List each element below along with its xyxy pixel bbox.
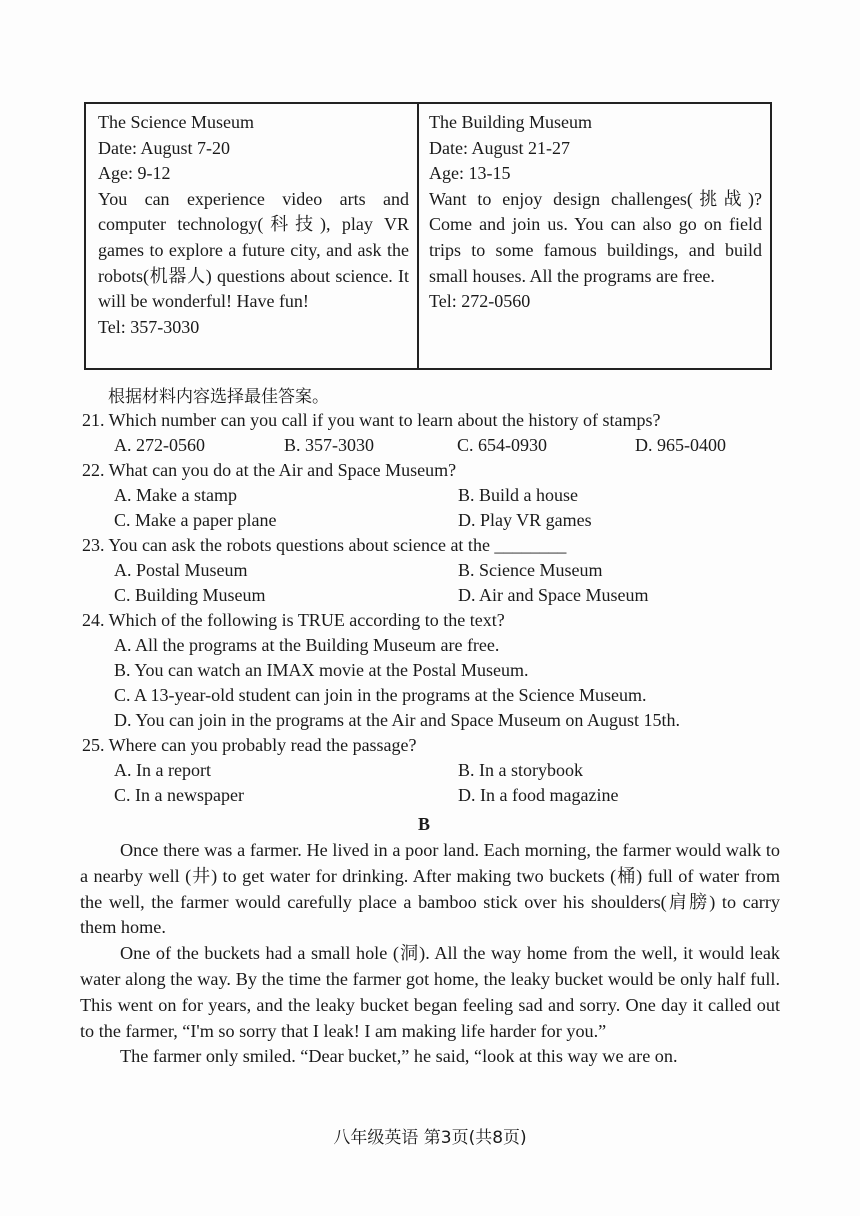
question-stem: 25. Where can you probably read the passage? [82, 735, 417, 755]
passage-paragraph-1: Once there was a farmer. He lived in a poor land. Each morning, the farmer would walk to a nearby well (井) to get water for drinking. After making two buckets (桶) full of water from the well, the farmer would carefully place a bamboo stick over his shoulders(肩膀) to carry them home. [80, 840, 780, 938]
option-a[interactable]: A. Make a stamp [114, 485, 237, 505]
question-stem: 24. Which of the following is TRUE according to the text? [82, 610, 505, 630]
question-25-options-row2 [82, 785, 782, 810]
passage-paragraph-2: One of the buckets had a small hole (洞). All the way home from the well, it would leak water along the way. By the time the farmer got home, the leaky bucket would be only half full. This went on for years, and the leaky bucket began feeling sad and sorry. One day it called out to the farmer, “I'm so sorry that I leak! I am making life harder for you.” [80, 943, 780, 1041]
building-museum-title: The Building Museum [429, 112, 592, 132]
option-c[interactable]: C. A 13-year-old student can join in the programs at the Science Museum. [114, 685, 647, 705]
science-museum-body: You can experience video arts and computer technology(科技), play VR games to explore a future city, and ask the robots(机器人) questions about science. It will be wonderful! Have fun! [98, 188, 409, 312]
question-stem: 22. What can you do at the Air and Space Museum? [82, 460, 457, 480]
question-25-options-row1 [82, 760, 782, 785]
building-museum-tel: Tel: 272-0560 [429, 291, 531, 312]
option-d[interactable]: D. 965-0400 [635, 435, 726, 455]
question-stem: 21. Which number can you call if you want to learn about the history of stamps? [82, 410, 661, 430]
option-d[interactable]: D. Air and Space Museum [458, 585, 649, 605]
museum-ad-table [84, 102, 772, 370]
question-25 [82, 735, 782, 760]
option-a[interactable]: A. 272-0560 [114, 435, 205, 455]
option-d[interactable]: D. In a food magazine [458, 785, 619, 805]
question-21 [82, 410, 782, 435]
question-24 [82, 610, 782, 635]
question-21-options [82, 435, 782, 460]
option-b[interactable]: B. You can watch an IMAX movie at the Postal Museum. [114, 660, 529, 680]
question-23-options-row1 [82, 560, 782, 585]
option-d[interactable]: D. You can join in the programs at the Air and Space Museum on August 15th. [114, 710, 680, 730]
option-b[interactable]: B. Build a house [458, 485, 578, 505]
option-b[interactable]: B. In a storybook [458, 760, 583, 780]
question-23 [82, 535, 782, 560]
question-24-option-a-row [82, 635, 782, 660]
option-a[interactable]: A. All the programs at the Building Museum are free. [114, 635, 500, 655]
instruction-text: 根据材料内容选择最佳答案。 [108, 387, 329, 407]
building-museum-cell [419, 104, 770, 368]
option-b[interactable]: B. Science Museum [458, 560, 603, 580]
option-c[interactable]: C. 654-0930 [457, 435, 547, 455]
option-a[interactable]: A. Postal Museum [114, 560, 248, 580]
question-22 [82, 460, 782, 485]
question-24-option-b-row [82, 660, 782, 685]
question-23-options-row2 [82, 585, 782, 610]
science-museum-cell [86, 104, 419, 368]
question-stem: 23. You can ask the robots questions about science at the ________ [82, 535, 567, 555]
option-c[interactable]: C. In a newspaper [114, 785, 244, 805]
option-a[interactable]: A. In a report [114, 760, 211, 780]
science-museum-title: The Science Museum [98, 112, 254, 132]
question-22-options-row2 [82, 510, 782, 535]
page-footer: 八年级英语 第3页(共8页) [333, 1128, 527, 1148]
passage-b [80, 838, 780, 1070]
option-d[interactable]: D. Play VR games [458, 510, 592, 530]
option-b[interactable]: B. 357-3030 [284, 435, 374, 455]
building-museum-body: Want to enjoy design challenges(挑战)? Come and join us. You can also go on field trips to some famous buildings, and build small houses. All the programs are free. [429, 188, 762, 286]
question-24-option-c-row [82, 685, 782, 710]
building-museum-age: Age: 13-15 [429, 163, 511, 184]
science-museum-age: Age: 9-12 [98, 163, 171, 184]
option-c[interactable]: C. Make a paper plane [114, 510, 277, 530]
section-b-heading: B [418, 814, 431, 834]
question-list [82, 410, 782, 810]
science-museum-date: Date: August 7-20 [98, 137, 230, 158]
question-22-options-row1 [82, 485, 782, 510]
question-24-option-d-row [82, 710, 782, 735]
option-c[interactable]: C. Building Museum [114, 585, 266, 605]
science-museum-tel: Tel: 357-3030 [98, 316, 200, 337]
building-museum-date: Date: August 21-27 [429, 137, 570, 158]
passage-paragraph-3: The farmer only smiled. “Dear bucket,” he said, “look at this way we are on. [120, 1046, 678, 1067]
